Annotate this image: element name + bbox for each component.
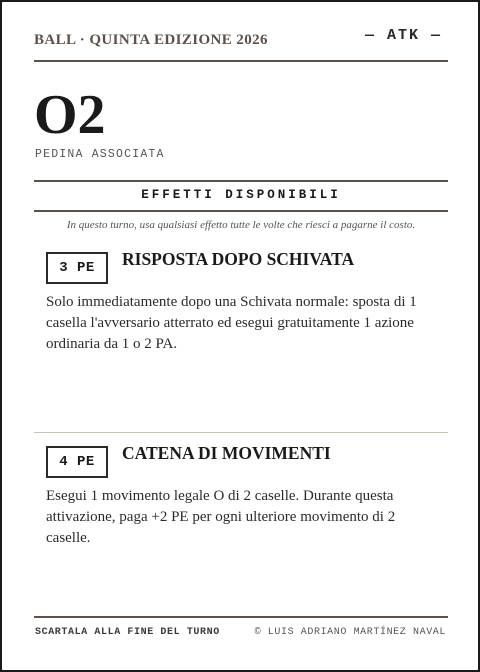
header-rule [34,60,448,62]
effect-title: CATENA DI MOVIMENTI [122,443,331,463]
effect-block [46,249,438,422]
effect-description: Solo immediatamente dopo una Schivata normale: sposta di 1 casella l'avversario atterrato ed esegui gratuitamente 1 azione ordinaria da 1 o 2 PA. [46,294,417,352]
piece-id: O2 [34,84,106,146]
effect-description: Esegui 1 movimento legale O di 2 caselle. Durante questa attivazione, paga +2 PE per ogni ulteriore movimento di 2 caselle. [46,488,396,546]
effect-cost-badge: 3 PE [46,252,108,284]
copyright-text: © LUIS ADRIANO MARTÍNEZ NAVAL [254,627,446,638]
section-hint: In questo turno, usa qualsiasi effetto tutte le volte che riesci a pagarne il costo. [66,219,416,231]
effect-divider [34,432,448,433]
discard-instruction: SCARTALA ALLA FINE DEL TURNO [35,627,220,638]
effect-block [46,443,438,586]
section-top-rule [34,180,448,182]
edition-label: BALL · QUINTA EDIZIONE 2026 [34,32,268,48]
piece-subtitle: PEDINA ASSOCIATA [35,148,165,161]
footer-rule [34,616,448,618]
section-bottom-rule [34,210,448,212]
effect-title: RISPOSTA DOPO SCHIVATA [122,249,355,269]
card-header [34,27,448,52]
card-type-tag: — ATK — [364,27,442,44]
section-title: EFFETTI DISPONIBILI [141,188,341,202]
effect-cost-badge: 4 PE [46,446,108,478]
